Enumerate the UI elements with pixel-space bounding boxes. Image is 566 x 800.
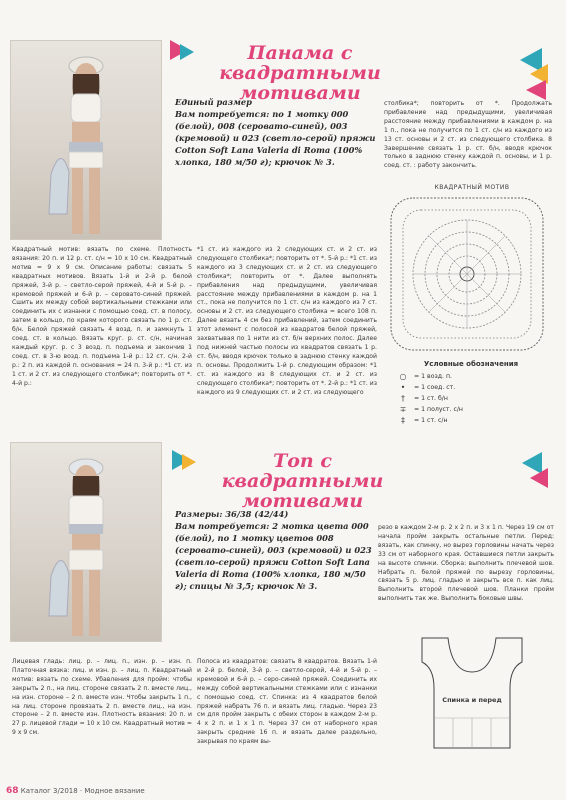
decor-triangle	[180, 44, 194, 60]
single-crochet-icon: †	[401, 394, 405, 403]
legend-title: Условные обозначения	[423, 360, 519, 368]
model-photo-top	[10, 442, 162, 642]
section-title: Панама с квадратными мотивами	[219, 42, 381, 104]
half-double-crochet-icon: ∓	[399, 405, 407, 414]
chain-stitch-icon: ○	[399, 372, 407, 381]
diagram-label: КВАДРАТНЫЙ МОТИВ	[434, 184, 510, 191]
instructions-right: резо в каждом 2-м р. 2 x 2 п. и 3 x 1 п. Через 19 см от начала пройм закрыть остальные петли. Перед: вязать, как спинку, но вырез горловины начать через 33 см от наборного края. Оставшиеся петли закрыть на высоте спинки. Сборка: выполнить плечевой шов. Набрать п. белой пряжей по вырезу горловины, связать 5 р. лиц. гладью и закрыть все п. как лиц. Выполнить второй плечевой шов. Планки пройм выполнить так же. Выполнить боковые швы.	[378, 524, 554, 603]
legend-item: ○ = 1 возд. п.	[396, 371, 546, 382]
legend-item: † = 1 ст. б/н	[396, 393, 546, 404]
model-photo-panama	[10, 40, 162, 240]
materials: Вам потребуется: 2 мотка цвета 000 (белой), по 1 мотку цветов 008 (серовато-синей), 003 (кремовой) и 023 (светло-серой) пряжи Cotton Soft Lana Valeria di Roma (100% хлопка, 180 м/50 г); спицы № 3,5; крючок № 3.	[175, 521, 372, 591]
motif-chart-diagram	[383, 194, 551, 354]
journal-name: Каталог 3/2018 · Модное вязание	[20, 787, 145, 795]
legend	[396, 360, 546, 426]
page-number: 68	[6, 786, 19, 796]
decor-triangle	[182, 454, 196, 470]
materials: Вам потребуется: по 1 мотку 000 (белой), 008 (серовато-синей), 003 (кремовой) и 023 (светло-серой) пряжи Cotton Soft Lana Valeria di Roma (100% хлопка, 180 м/50 г); крючок № 3.	[175, 109, 376, 167]
instructions-right: столбика*; повторить от *. Продолжать прибавление над предыдущими, увеличивая расстояние между прибавлениями в каждом р. на 1 п., пока не получится по 1 ст. с/н из каждого из 13 ст. основы и 2 ст. из следующего столбика. 8 Завершение связать 1 р. ст. б/н, вводя крючок только в заднюю стенку каждой п. основы, и 1 р. соед. ст. : работу закончить.	[384, 100, 552, 170]
decor-triangle	[530, 468, 548, 488]
decor-triangle	[526, 80, 546, 100]
model-figure	[31, 44, 141, 239]
instructions-col2: *1 ст. из каждого из 2 следующих ст. и 2 ст. из следующего столбика*; повторить от *. 5-й р.: *1 ст. из каждого из 3 следующих ст. и 2 ст. из следующего столбика*; повторить от *. Далее выполнять прибавления над предыдущими, увеличивая расстояние между прибавлениями в каждом р. на 1 ст., пока не получится по 1 ст. с/н из каждого из 7 ст. основы и 2 ст. из следующего столбика = всего 108 п. Далее вязать 4 см без прибавлений, затем соединить этот элемент с полосой из квадратов белой пряжей, захватывая по 1 нити из ст. б/н верхних полос. Далее под нижней частью полосы из квадратов связать 1 р. ст. б/н, вводя крючок только в заднюю стенку каждой п. основы. Продолжить 1-й р. следующим образом: *1 ст. из каждого из 8 следующих ст. и 2 ст. из следующего столбика*; повторить от *. 2-й р.: *1 ст. из каждого из 9 следующих ст. и 2 ст. из следующего	[197, 246, 377, 396]
page-footer	[6, 786, 145, 796]
instructions-col1: Лицевая гладь: лиц. р. – лиц. п., изн. р. – изн. п. Платочная вязка: лиц. и изн. р. – лиц. п. Квадратный мотив: вязать по схеме. Убавления для пройм: чтобы закрыть 2 п., на лиц. стороне связать 2 п. вместе лиц., на изн. стороне – 2 п. вместе изн. Чтобы закрыть 1 п., на лиц. стороне провязать 2 п. вместе лиц., на изн. стороне – 2 п. вместе изн. Плотность вязания: 20 п. и 27 р. лицевой глади = 10 x 10 см. Квадратный мотив = 9 x 9 см.	[12, 658, 192, 737]
diagram-label: Спинка и перед	[442, 696, 502, 704]
instructions-col1: Квадратный мотив: вязать по схеме. Плотность вязания: 20 п. и 12 р. ст. с/н = 10 x 10 см. Квадратный мотив = 9 x 9 см. Описание работы: связать 5 квадратных мотивов. Вязать 1-й и 2-й р. белой пряжей, 3-й р. – светло-серой пряжей, 4-й и 5-й р. – кремовой пряжей и 6-й р. – серовато-синей пряжей. Сшить их между собой вертикальными стежками или соединить их с изнанки с помощью соед. ст. в полосу, затем в кольцо, по краям которого связать по 1 р. ст. б/н. Белой пряжей связать 4 возд. п. и замкнуть 1 соед. ст. в кольцо. Вязать круг. р. ст. с/н, начиная каждый круг. р. с 3 возд. п. подъема и закончив 1 соед. ст. в 3-ю возд. п. подъема 1-й р.: 12 ст. с/н. 2-й р.: 2 п. из каждой п. основания = 24 п. 3-й р.: *1 ст. из 1 ст. и 2 ст. из следующего столбика*; повторить от *. 4-й р.:	[12, 246, 192, 387]
size-line: Единый размер	[175, 97, 252, 107]
slip-stitch-icon: •	[400, 383, 406, 392]
double-crochet-icon: ‡	[401, 416, 405, 425]
instructions-col2: Полоса из квадратов: связать 8 квадратов. Вязать 1-й и 2-й р. белой, 3-й р. – светло-серой, 4-й и 5-й р. – кремовой и 6-й р. – серо-синей пряжей. Соединить их между собой вертикальными стежками или с изнанки с помощью соед. ст. Спинка: из 4 квадратов белой пряжей набрать 76 п. и вязать лиц. гладью. Через 23 см для пройм закрыть с обеих сторон в каждом 2-м р. 4 x 2 п. и 1 x 1 п. Через 37 см от наборного края закрыть средние 16 п. и вязать далее раздельно, закрывая по краям вы-	[197, 658, 377, 746]
legend-item: • = 1 соед. ст.	[396, 382, 546, 393]
legend-item: ‡ = 1 ст. с/н	[396, 415, 546, 426]
legend-item: ∓ = 1 полуст. с/н	[396, 404, 546, 415]
section-title: Топ с квадратными мотивами	[221, 450, 384, 512]
size-line: Размеры: 36/38 (42/44)	[175, 509, 289, 519]
garment-schematic	[392, 632, 552, 752]
model-figure	[31, 446, 141, 641]
